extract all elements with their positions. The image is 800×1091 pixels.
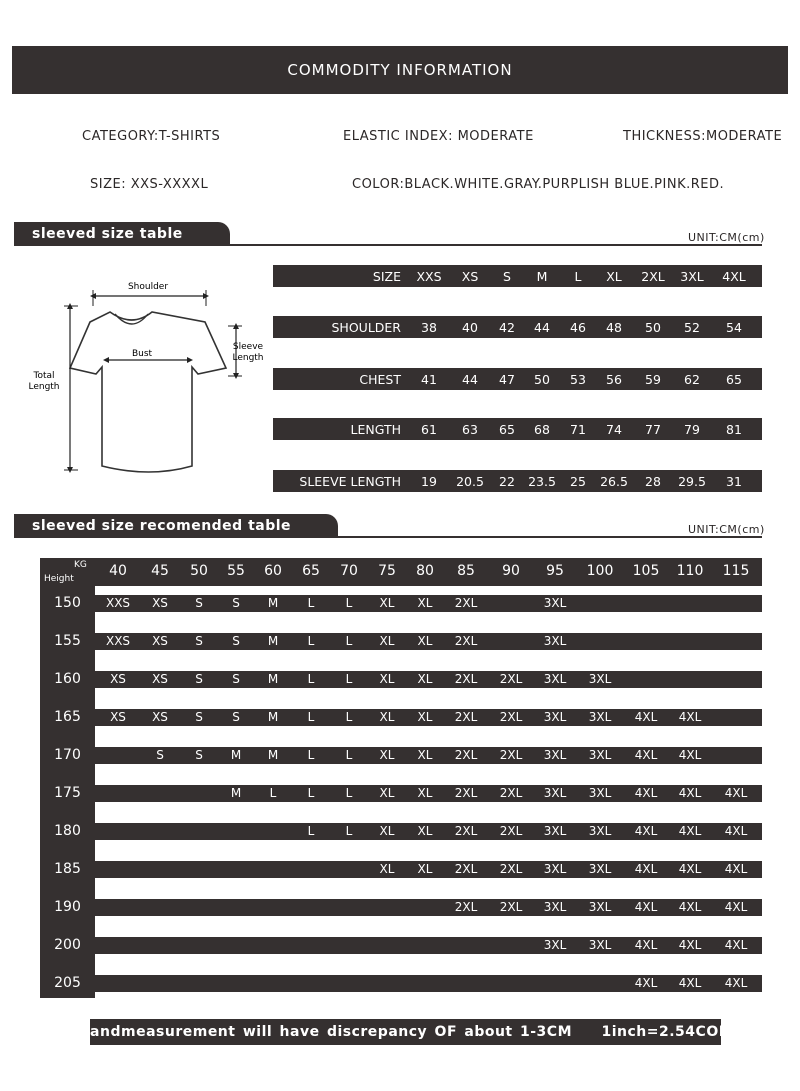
height-cell: 185 xyxy=(54,861,81,877)
rec-row-200 xyxy=(95,937,762,954)
rec-cell: L xyxy=(345,824,353,838)
rec-cell: M xyxy=(230,748,242,762)
size-cell: 48 xyxy=(606,319,622,335)
rec-cell: L xyxy=(307,672,315,686)
kg-label: KG xyxy=(74,560,87,570)
height-cell: 205 xyxy=(54,975,81,991)
rec-cell: S xyxy=(156,748,164,762)
rec-cell: S xyxy=(232,634,240,648)
rec-cell: 4XL xyxy=(724,938,748,952)
height-label: Height xyxy=(44,574,74,584)
weight-header-cell: 95 xyxy=(546,563,564,579)
rec-cell: XL xyxy=(417,710,433,724)
size-cell: 47 xyxy=(499,371,515,387)
rec-cell: XL xyxy=(417,634,433,648)
rec-cell: 4XL xyxy=(678,824,702,838)
rec-cell: L xyxy=(307,596,315,610)
height-cell: 170 xyxy=(54,747,81,763)
rec-row-190 xyxy=(95,899,762,916)
rec-cell: 3XL xyxy=(588,710,612,724)
rec-cell: XS xyxy=(152,672,168,686)
size-cell: 44 xyxy=(534,319,550,335)
rec-cell: 4XL xyxy=(634,976,658,990)
height-cell: 175 xyxy=(54,785,81,801)
rec-row-160 xyxy=(95,671,762,688)
label-sleeve-2: Length xyxy=(232,353,264,363)
size-row-shoulder xyxy=(273,316,762,338)
rec-cell: XS xyxy=(152,596,168,610)
rec-cell: 3XL xyxy=(543,786,567,800)
weight-header-cell: 100 xyxy=(586,563,614,579)
rec-cell: XL xyxy=(379,824,395,838)
rec-table-title: sleeved size recomended table xyxy=(32,518,292,534)
height-cell: 180 xyxy=(54,823,81,839)
rec-cell: 2XL xyxy=(499,862,523,876)
rec-cell: 4XL xyxy=(634,938,658,952)
size-cell: 65 xyxy=(726,371,742,387)
rec-cell: XL xyxy=(379,672,395,686)
rec-cell: 4XL xyxy=(724,862,748,876)
size-cell: 23.5 xyxy=(528,473,556,489)
size-table-unit: UNIT:CM(cm) xyxy=(688,231,765,244)
size-cell: 44 xyxy=(462,371,478,387)
height-cell: 165 xyxy=(54,709,81,725)
weight-header-cell: 105 xyxy=(632,563,660,579)
size-cell: 71 xyxy=(570,421,586,437)
height-cell: 190 xyxy=(54,899,81,915)
weight-header xyxy=(95,558,762,586)
rec-cell: XL xyxy=(379,748,395,762)
info-category: CATEGORY:T-SHIRTS xyxy=(82,129,221,144)
weight-header-cell: 40 xyxy=(109,563,127,579)
rec-cell: 2XL xyxy=(499,824,523,838)
rec-cell: M xyxy=(267,596,279,610)
weight-header-cell: 90 xyxy=(502,563,520,579)
rec-cell: 2XL xyxy=(454,672,478,686)
size-cell: 74 xyxy=(606,421,622,437)
rec-cell: 2XL xyxy=(454,710,478,724)
rec-cell: XL xyxy=(379,710,395,724)
rec-row-155 xyxy=(95,633,762,650)
rec-cell: XS xyxy=(152,710,168,724)
rec-cell: 3XL xyxy=(543,748,567,762)
rec-cell: 4XL xyxy=(678,710,702,724)
weight-header-cell: 55 xyxy=(227,563,245,579)
size-cell: 19 xyxy=(421,473,437,489)
rec-cell: 3XL xyxy=(588,900,612,914)
rec-cell: 3XL xyxy=(588,672,612,686)
label-total-2: Length xyxy=(28,382,60,392)
rec-cell: 4XL xyxy=(678,862,702,876)
rec-table-unit: UNIT:CM(cm) xyxy=(688,523,765,536)
rec-cell: 2XL xyxy=(454,596,478,610)
size-cell: 22 xyxy=(499,473,515,489)
rec-cell: 4XL xyxy=(678,938,702,952)
footer-text: Handmeasurement will have discrepancy OF about 1-3CM 1inch=2.54COM xyxy=(77,1024,734,1040)
size-row-label: SHOULDER xyxy=(331,319,401,335)
size-cell: XS xyxy=(461,268,479,284)
size-cell: 42 xyxy=(499,319,515,335)
rec-cell: S xyxy=(232,710,240,724)
footer-note xyxy=(77,1019,734,1045)
size-cell: 65 xyxy=(499,421,515,437)
weight-header-cell: 60 xyxy=(264,563,282,579)
size-cell: 2XL xyxy=(641,268,665,284)
rec-cell: L xyxy=(307,710,315,724)
size-cell: 59 xyxy=(645,371,661,387)
rec-cell: 3XL xyxy=(543,596,567,610)
size-cell: 56 xyxy=(606,371,622,387)
rec-cell: XL xyxy=(417,748,433,762)
rec-cell: XL xyxy=(417,672,433,686)
rec-cell: M xyxy=(267,672,279,686)
rec-cell: XL xyxy=(417,596,433,610)
rec-cell: 4XL xyxy=(724,786,748,800)
rec-cell: 3XL xyxy=(543,862,567,876)
rec-cell: 4XL xyxy=(678,748,702,762)
size-cell: 20.5 xyxy=(456,473,484,489)
size-cell: 46 xyxy=(570,319,586,335)
rec-cell: S xyxy=(195,672,203,686)
size-cell: XXS xyxy=(416,268,442,284)
rec-row-175 xyxy=(95,785,762,802)
rec-cell: S xyxy=(232,672,240,686)
size-cell: M xyxy=(536,268,548,284)
size-row-sleeve-length xyxy=(273,470,762,492)
rec-cell: XL xyxy=(379,596,395,610)
rec-cell: 3XL xyxy=(588,938,612,952)
rec-cell: 2XL xyxy=(499,672,523,686)
size-row-label: SIZE xyxy=(372,268,401,284)
rec-row-180 xyxy=(95,823,762,840)
rec-cell: 3XL xyxy=(588,786,612,800)
weight-header-cell: 85 xyxy=(457,563,475,579)
commodity-info-header xyxy=(12,46,788,94)
size-cell: 54 xyxy=(726,319,742,335)
rec-cell: 3XL xyxy=(543,938,567,952)
rec-cell: S xyxy=(195,634,203,648)
rec-cell: S xyxy=(232,596,240,610)
weight-header-cell: 80 xyxy=(416,563,434,579)
size-cell: 79 xyxy=(684,421,700,437)
rec-cell: XXS xyxy=(105,634,131,648)
weight-header-cell: 50 xyxy=(190,563,208,579)
rec-cell: L xyxy=(345,634,353,648)
size-cell: 25 xyxy=(570,473,586,489)
rec-cell: XL xyxy=(417,862,433,876)
size-cell: 41 xyxy=(421,371,437,387)
size-row-length xyxy=(273,418,762,440)
weight-header-cell: 115 xyxy=(722,563,750,579)
rec-cell: 3XL xyxy=(543,824,567,838)
size-cell: 68 xyxy=(534,421,550,437)
rec-table-title-tab xyxy=(14,514,338,538)
rec-cell: 2XL xyxy=(499,786,523,800)
rec-cell: XS xyxy=(110,710,126,724)
rec-cell: 4XL xyxy=(634,900,658,914)
rec-cell: M xyxy=(267,634,279,648)
rec-cell: 3XL xyxy=(543,900,567,914)
label-sleeve-1: Sleeve xyxy=(232,342,264,352)
rec-cell: 4XL xyxy=(634,710,658,724)
size-cell: 50 xyxy=(645,319,661,335)
label-shoulder: Shoulder xyxy=(127,282,169,292)
tshirt-collar xyxy=(115,314,148,324)
rec-row-185 xyxy=(95,861,762,878)
rec-cell: L xyxy=(269,786,277,800)
info-elastic: ELASTIC INDEX: MODERATE xyxy=(343,129,534,144)
rec-cell: XL xyxy=(379,634,395,648)
rec-cell: 4XL xyxy=(634,748,658,762)
weight-header-cell: 110 xyxy=(676,563,704,579)
rec-table-divider xyxy=(320,536,762,538)
rec-cell: M xyxy=(267,748,279,762)
rec-cell: 3XL xyxy=(543,672,567,686)
size-row-label: LENGTH xyxy=(350,421,401,437)
tshirt-diagram xyxy=(20,270,270,485)
size-cell: 53 xyxy=(570,371,586,387)
rec-cell: 2XL xyxy=(454,634,478,648)
label-total-1: Total xyxy=(33,371,55,381)
rec-cell: L xyxy=(345,748,353,762)
rec-cell: L xyxy=(307,634,315,648)
info-thickness: THICKNESS:MODERATE xyxy=(623,129,783,144)
rec-cell: 3XL xyxy=(588,862,612,876)
size-row-label: SLEEVE LENGTH xyxy=(299,473,401,489)
rec-cell: XL xyxy=(417,824,433,838)
rec-cell: L xyxy=(345,710,353,724)
rec-cell: XS xyxy=(110,672,126,686)
size-cell: 3XL xyxy=(680,268,704,284)
rec-cell: XL xyxy=(379,786,395,800)
size-cell: XL xyxy=(606,268,622,284)
size-row-size xyxy=(273,265,762,287)
label-bust: Bust xyxy=(131,349,153,359)
size-cell: 29.5 xyxy=(678,473,706,489)
size-cell: L xyxy=(574,268,582,284)
rec-cell: 4XL xyxy=(678,786,702,800)
tshirt-outline xyxy=(70,312,226,472)
rec-cell: 4XL xyxy=(678,976,702,990)
height-cell: 160 xyxy=(54,671,81,687)
rec-cell: S xyxy=(195,710,203,724)
rec-cell: 4XL xyxy=(724,900,748,914)
size-cell: 61 xyxy=(421,421,437,437)
size-table-title-tab xyxy=(14,222,230,246)
rec-cell: 2XL xyxy=(499,710,523,724)
rec-cell: L xyxy=(345,786,353,800)
size-row-chest xyxy=(273,368,762,390)
size-cell: 40 xyxy=(462,319,478,335)
rec-cell: L xyxy=(307,748,315,762)
rec-cell: M xyxy=(267,710,279,724)
rec-cell: 3XL xyxy=(588,748,612,762)
info-size: SIZE: XXS-XXXXL xyxy=(90,177,209,192)
size-cell: S xyxy=(503,268,511,284)
rec-cell: S xyxy=(195,748,203,762)
size-cell: 38 xyxy=(421,319,437,335)
rec-cell: 4XL xyxy=(634,862,658,876)
rec-cell: 4XL xyxy=(724,824,748,838)
rec-cell: 3XL xyxy=(543,634,567,648)
rec-cell: 2XL xyxy=(454,862,478,876)
size-cell: 4XL xyxy=(722,268,746,284)
rec-cell: L xyxy=(345,596,353,610)
size-cell: 77 xyxy=(645,421,661,437)
rec-cell: 4XL xyxy=(634,824,658,838)
height-column xyxy=(40,558,95,998)
rec-row-165 xyxy=(95,709,762,726)
rec-row-170 xyxy=(95,747,762,764)
weight-header-cell: 45 xyxy=(151,563,169,579)
rec-cell: L xyxy=(345,672,353,686)
size-row-label: CHEST xyxy=(359,371,401,387)
rec-cell: S xyxy=(195,596,203,610)
info-color: COLOR:BLACK.WHITE.GRAY.PURPLISH BLUE.PINK.RED. xyxy=(352,177,725,192)
size-cell: 31 xyxy=(726,473,742,489)
size-cell: 63 xyxy=(462,421,478,437)
size-cell: 26.5 xyxy=(600,473,628,489)
header-title: COMMODITY INFORMATION xyxy=(287,61,513,79)
size-cell: 62 xyxy=(684,371,700,387)
weight-header-cell: 70 xyxy=(340,563,358,579)
rec-row-205 xyxy=(95,975,762,992)
rec-cell: 2XL xyxy=(454,748,478,762)
rec-cell: 2XL xyxy=(454,900,478,914)
height-cell: 150 xyxy=(54,595,81,611)
rec-cell: 2XL xyxy=(499,900,523,914)
weight-header-cell: 65 xyxy=(302,563,320,579)
rec-row-150 xyxy=(95,595,762,612)
rec-cell: 3XL xyxy=(588,824,612,838)
size-table-title: sleeved size table xyxy=(32,226,183,242)
rec-cell: 2XL xyxy=(499,748,523,762)
size-cell: 81 xyxy=(726,421,742,437)
rec-cell: L xyxy=(307,786,315,800)
rec-cell: 4XL xyxy=(634,786,658,800)
rec-cell: XL xyxy=(379,862,395,876)
size-cell: 50 xyxy=(534,371,550,387)
height-cell: 155 xyxy=(54,633,81,649)
rec-cell: 2XL xyxy=(454,786,478,800)
rec-cell: XS xyxy=(152,634,168,648)
rec-cell: 2XL xyxy=(454,824,478,838)
height-cell: 200 xyxy=(54,937,81,953)
size-cell: 28 xyxy=(645,473,661,489)
rec-cell: 3XL xyxy=(543,710,567,724)
size-table-divider xyxy=(212,244,762,246)
weight-header-cell: 75 xyxy=(378,563,396,579)
size-cell: 52 xyxy=(684,319,700,335)
rec-cell: XL xyxy=(417,786,433,800)
rec-cell: M xyxy=(230,786,242,800)
rec-cell: 4XL xyxy=(724,976,748,990)
rec-cell: L xyxy=(307,824,315,838)
rec-cell: 4XL xyxy=(678,900,702,914)
rec-cell: XXS xyxy=(105,596,131,610)
